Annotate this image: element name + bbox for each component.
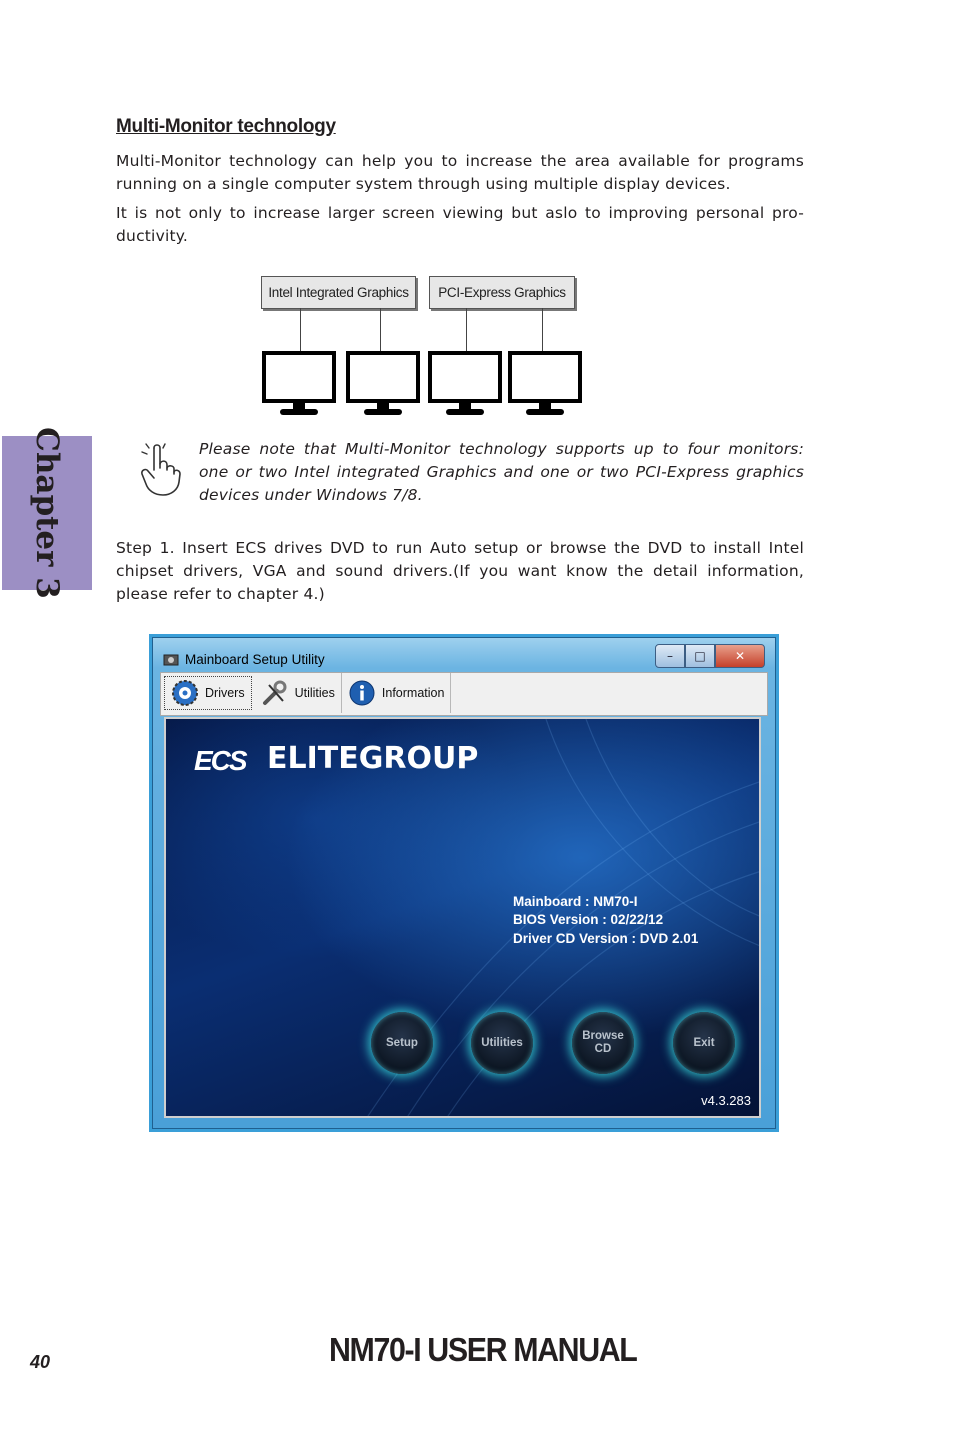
tab-drivers[interactable]: [164, 676, 252, 710]
maximize-button[interactable]: □: [685, 644, 715, 668]
browse-cd-button[interactable]: [572, 1012, 634, 1074]
intel-graphics-box: Intel Integrated Graphics: [261, 276, 416, 309]
cd-line: CD: [594, 1043, 612, 1055]
monitor-icon: [428, 351, 502, 417]
info-icon: [348, 679, 376, 707]
tab-information[interactable]: [342, 673, 452, 713]
utilities-button[interactable]: [471, 1012, 533, 1074]
connector-line: [466, 308, 467, 352]
window-controls: [655, 644, 765, 668]
mainboard-info: Mainboard : NM70-I: [513, 894, 638, 909]
ecs-logo: ECS: [194, 745, 246, 776]
close-button[interactable]: ✕: [715, 644, 765, 668]
pointing-hand-icon: [134, 440, 184, 498]
page-number: 40: [30, 1352, 51, 1372]
drivers-disc-icon: [171, 679, 199, 707]
manual-title: NM70-I USER MANUAL: [329, 1331, 637, 1368]
connector-line: [300, 308, 301, 352]
setup-button[interactable]: [371, 1012, 433, 1074]
productivity-paragraph: It is not only to increase larger screen viewing but aslo to improving personal pro-ductivity.: [116, 204, 804, 245]
monitor-icon: [262, 351, 336, 417]
setup-utility-window: [149, 634, 779, 1132]
background-swirl: [166, 719, 761, 1118]
driver-cd-version-info: Driver CD Version : DVD 2.01: [513, 931, 699, 946]
tab-bar: [160, 672, 768, 716]
browse-line: Browse: [582, 1030, 624, 1042]
tab-utilities[interactable]: [255, 673, 342, 713]
browse-cd-button-label: [582, 1030, 624, 1056]
version-label: v4.3.283: [701, 1093, 751, 1108]
tab-information-label: Information: [381, 686, 445, 700]
pcie-graphics-box: PCI-Express Graphics: [429, 276, 575, 309]
elitegroup-brand: ELITEGROUP: [267, 741, 479, 776]
chapter-tab: [2, 427, 92, 599]
tab-utilities-label: Utilities: [294, 686, 335, 700]
connector-line: [542, 308, 543, 352]
intro-paragraph: Multi-Monitor technology can help you to increase the area available for programs running on a single computer system through using multiple display devices.: [116, 152, 804, 193]
step-1-paragraph: Step 1. Insert ECS drives DVD to run Auto setup or browse the DVD to install Intel chipset drivers, VGA and sound drivers.(If you want know the detail information, please refer to chapter 4.): [116, 539, 804, 603]
chapter-label: Chapter 3: [29, 427, 65, 599]
monitor-icon: [346, 351, 420, 417]
wrench-icon: [261, 679, 289, 707]
monitor-icon: [508, 351, 582, 417]
connector-line: [380, 308, 381, 352]
setup-button-label: Setup: [386, 1036, 418, 1049]
app-icon: [163, 652, 179, 668]
utilities-button-label: Utilities: [481, 1036, 523, 1049]
window-title: Mainboard Setup Utility: [185, 652, 325, 667]
splash-panel: [164, 717, 761, 1118]
note-text: Please note that Multi-Monitor technology supports up to four monitors: one or two Intel integrated Graphics and one or two PCI-Express graphics devices under Windows 7/8.: [199, 440, 804, 504]
minimize-button[interactable]: –: [655, 644, 685, 668]
bios-version-info: BIOS Version : 02/22/12: [513, 912, 664, 927]
exit-button-label: Exit: [693, 1036, 715, 1049]
tab-drivers-label: Drivers: [205, 686, 245, 700]
section-title: Multi-Monitor technology: [116, 116, 336, 137]
exit-button[interactable]: [673, 1012, 735, 1074]
